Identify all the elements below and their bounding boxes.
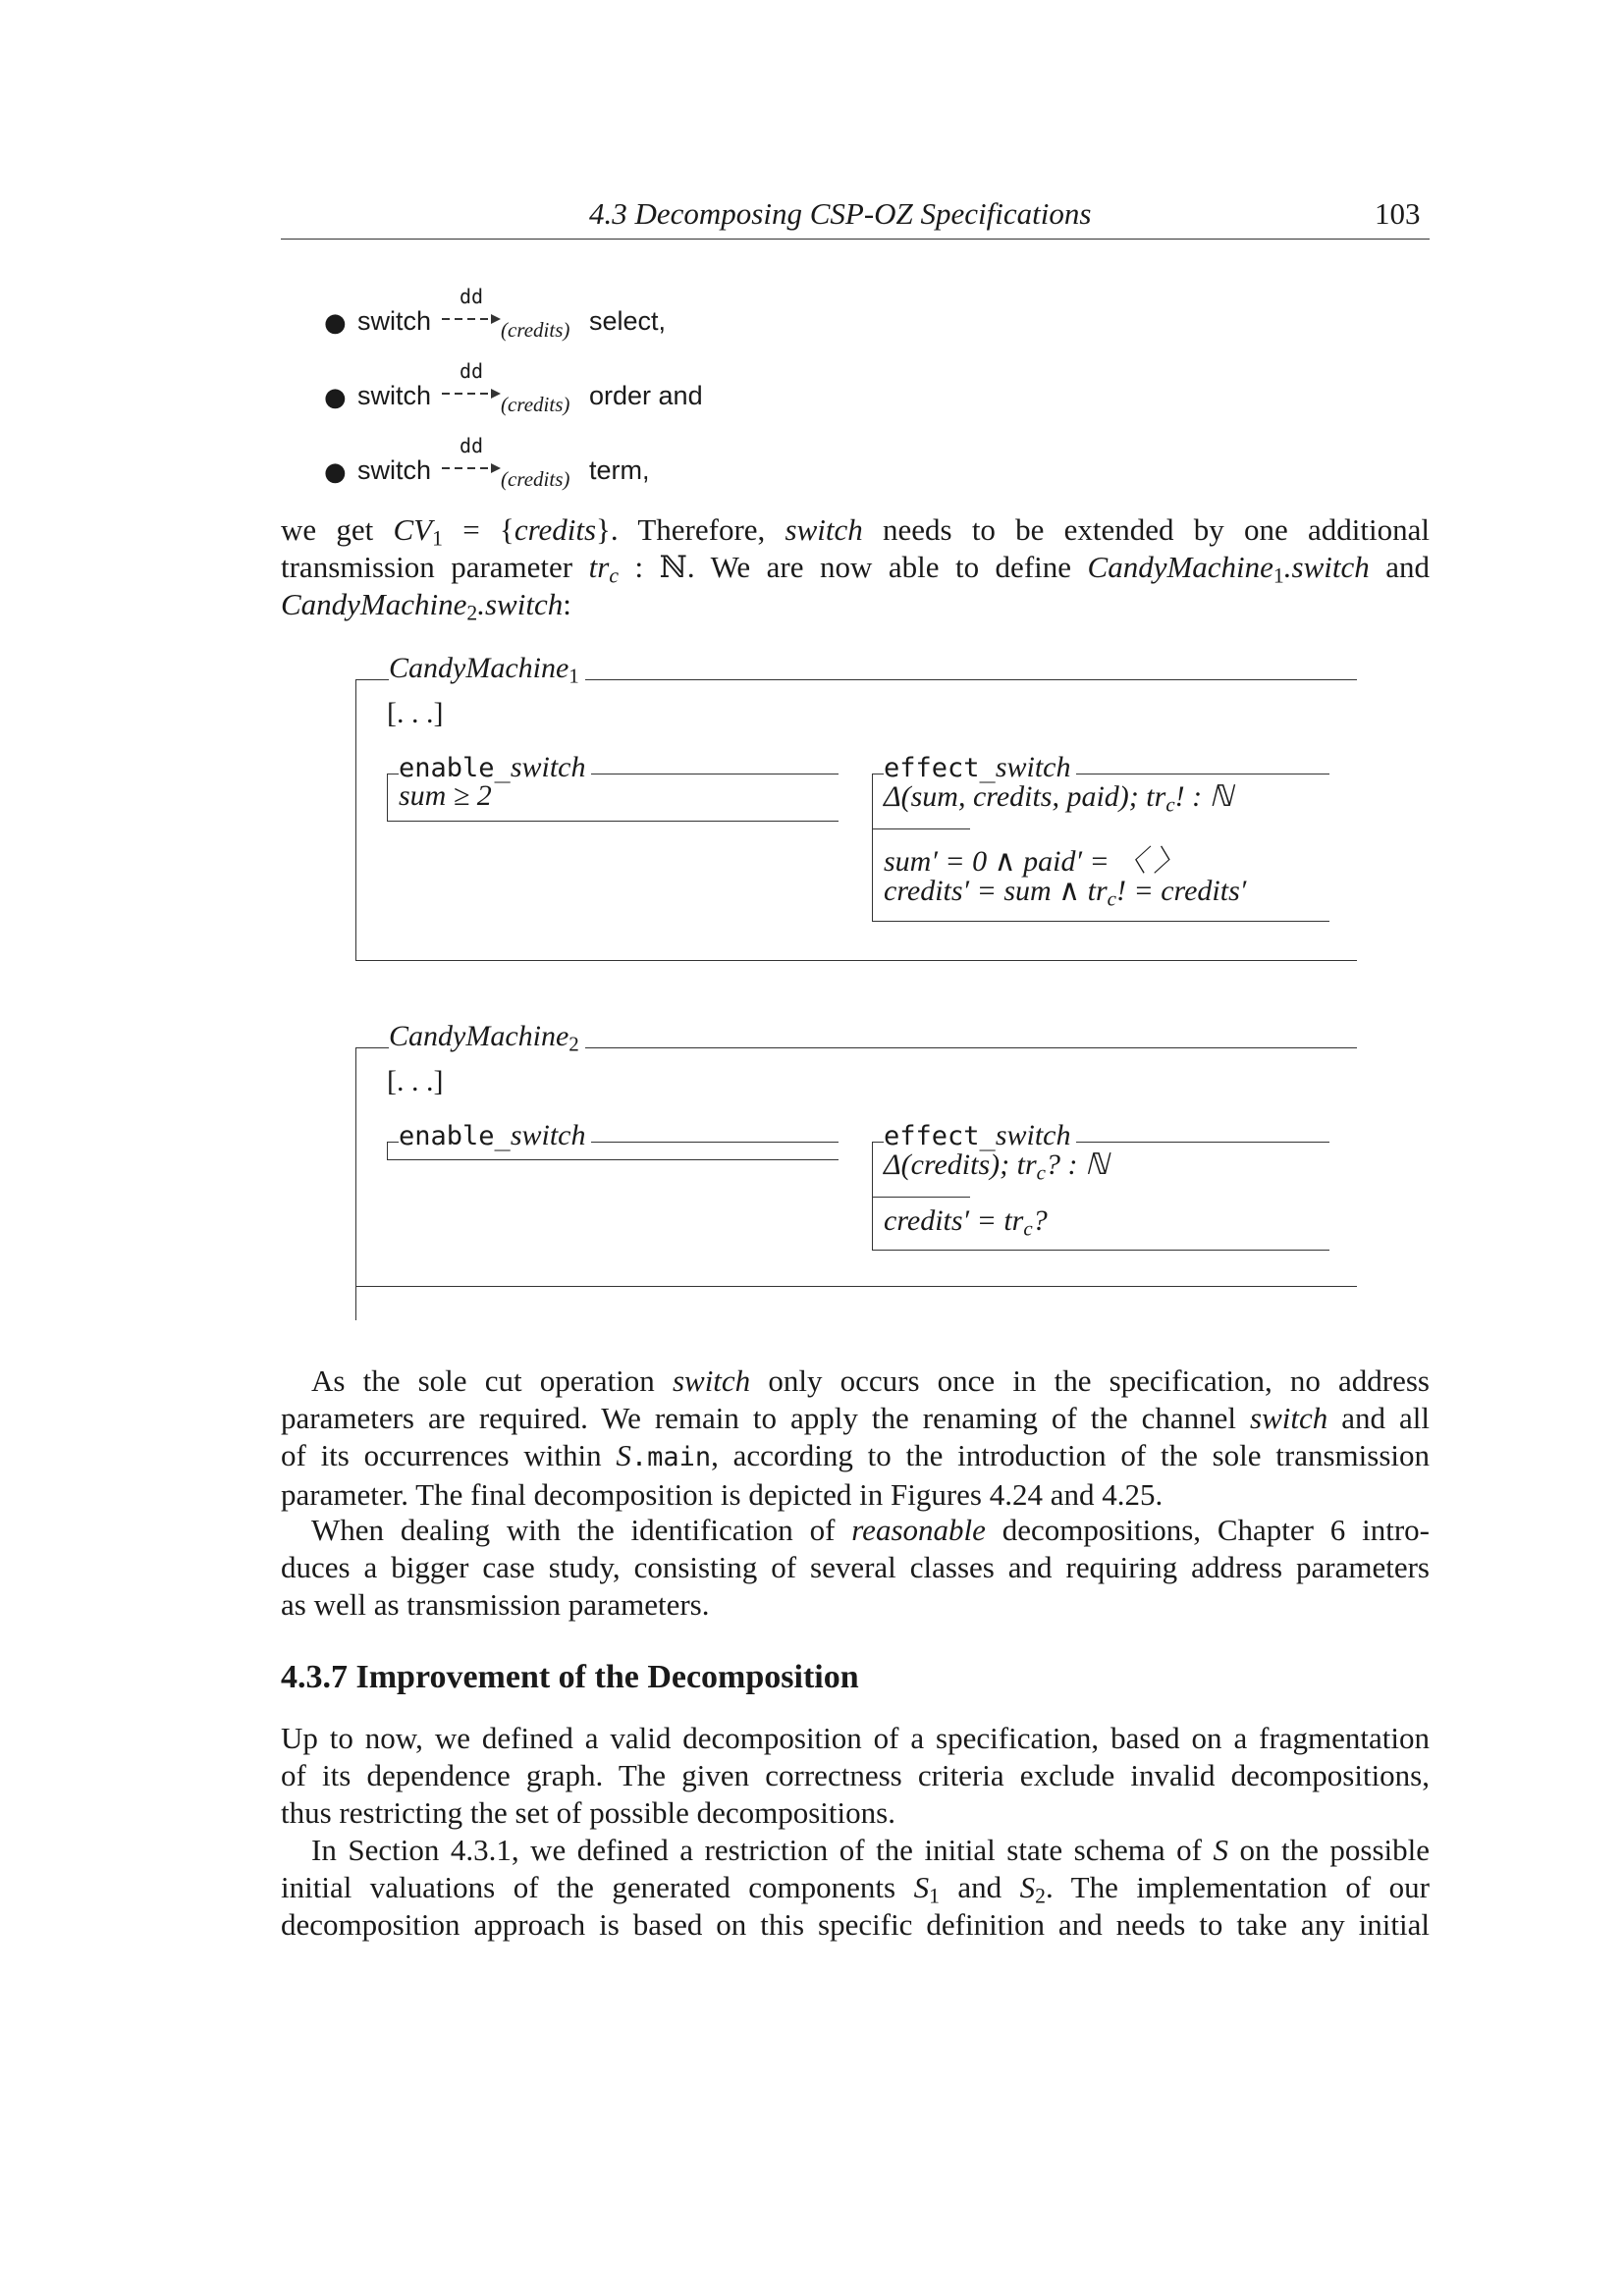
effect-switch-box — [872, 744, 1329, 923]
schema-title: CandyMachine$_2$ — [389, 1020, 585, 1053]
effect-declaration: Δ(credits); $tr_c$? : ℕ — [884, 1148, 1109, 1185]
enable-switch-title: enable_switch — [399, 750, 591, 784]
dashed-arrow-icon — [440, 307, 501, 327]
section-heading: 4.3.7 Improvement of the Decomposition — [281, 1659, 859, 1695]
effect-switch-title: effect_switch — [884, 750, 1076, 784]
enable-switch-box — [387, 744, 839, 823]
running-header-title: 4.3 Decomposing CSP-OZ Specifications — [589, 196, 1092, 231]
enable-switch-box — [387, 1112, 839, 1161]
enable-switch-title: enable_switch — [399, 1118, 591, 1152]
dashed-arrow-icon — [440, 382, 501, 401]
header-rule — [281, 239, 1430, 240]
effect-declaration: Δ(sum, credits, paid); $tr_c$! : ℕ — [884, 780, 1233, 817]
schema-candymachine-2 — [355, 1016, 1357, 1291]
paragraph-address-parameters: As the sole cut operation switch only occurs once in the specification, no address parameters are required. We remain to apply the renaming of the channel switch and all of its occurrences within S.main, according to the introduction of the sole transmission parameter. The final decomposition is depicted in Figures 4.24 and 4.25. — [281, 1363, 1430, 1512]
ellipsis: [. . .] — [387, 1065, 444, 1097]
effect-predicate-1: sum′ = 0 ∧ paid′ = 〈 〉 — [884, 845, 1183, 878]
page-number: 103 — [1375, 196, 1421, 231]
dashed-arrow-icon — [440, 456, 501, 476]
effect-predicate-1: credits′ = $tr_c$? — [884, 1204, 1048, 1241]
paragraph-initial-state: In Section 4.3.1, we defined a restriction of the initial state schema of S on the possible initial valuations of the generated components $S_1$ and $S_2$. The implementation of our decomposition approach is based on this specific definition and needs to take any initial — [281, 1833, 1430, 1942]
effect-switch-title: effect_switch — [884, 1118, 1076, 1152]
paragraph-transmission: we get $CV_1$ = {credits}. Therefore, switch needs to be extended by one additional transmission parameter $tr_c$ : ℕ. We are now able to define CandyMachine$_1$.switch and CandyMachine$_2$.switch: — [281, 512, 1430, 625]
ellipsis: [. . .] — [387, 697, 444, 729]
paragraph-case-study: When dealing with the identification of reasonable decompositions, Chapter 6 intro- duces a bigger case study, consisting of several classes and requiring address parameters as well as transmission parameters. — [281, 1513, 1430, 1622]
enable-predicate: sum ≥ 2 — [399, 779, 492, 812]
schema-title: CandyMachine$_1$ — [389, 652, 585, 685]
effect-predicate-2: credits′ = sum ∧ $tr_c$! = credits′ — [884, 875, 1247, 911]
schema-candymachine-1 — [355, 648, 1357, 962]
paragraph-improvement: Up to now, we defined a valid decomposition of a specification, based on a fragmentation of its dependence graph. The given correctness criteria exclude invalid decompositions, thus restricting the set of possible decompositions. — [281, 1721, 1430, 1830]
effect-switch-box — [872, 1112, 1329, 1252]
